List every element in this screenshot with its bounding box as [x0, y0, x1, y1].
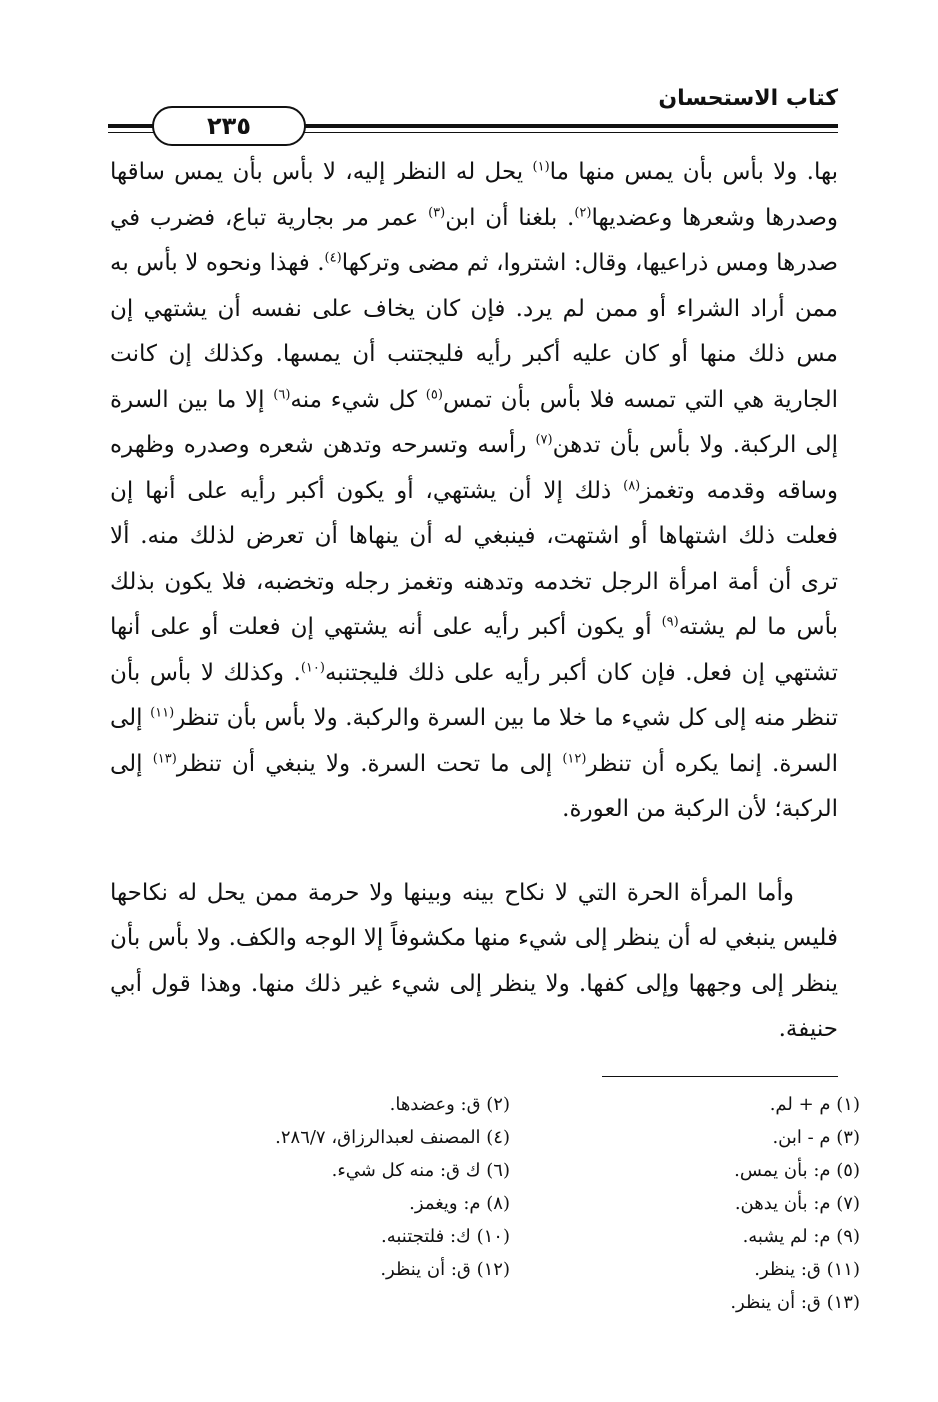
footnotes-right-column	[510, 1088, 860, 1319]
footnote-item: (١١) ق: ينظر.	[754, 1259, 860, 1280]
text-segment: إلا ما بين السرة إلى الركبة. ولا بأس بأن تدهن	[110, 386, 838, 458]
text-segment: رأسه وتسرحه وتدهن شعره وصدره وظهره وساقه وقدمه وتغمز	[110, 432, 838, 504]
footnotes-left-column	[160, 1088, 510, 1319]
page-number: ٢٣٥	[152, 106, 306, 146]
footnote-ref: (٣)	[428, 204, 446, 220]
footnote-ref: (٦)	[273, 386, 291, 402]
footnote-item: (٤) المصنف لعبدالرزاق، ٢٨٦/٧.	[275, 1127, 510, 1148]
footnote-item: (٣) م - ابن.	[772, 1127, 860, 1148]
text-segment: عمر مر بجارية تباع، فضرب في صدرها ومس ذراعيها، وقال: اشتروا، ثم مضى وتركها	[110, 204, 838, 276]
footnote-ref: (٩)	[661, 614, 679, 630]
footnote-ref: (٧)	[535, 432, 553, 448]
footnote-separator	[602, 1076, 838, 1077]
footnote-ref: (٥)	[425, 386, 443, 402]
footnote-item: (١٠) ك: فلتجتنبه.	[380, 1226, 510, 1247]
footnote-item: (٦) ك ق: منه كل شيء.	[331, 1160, 510, 1181]
footnote-item: (٥) م: بأن يمس.	[734, 1160, 860, 1181]
paragraph-2: وأما المرأة الحرة التي لا نكاح بينه وبينها ولا حرمة ممن يحل له نكاحها فليس ينبغي له أن ينظر إلى شيء منها مكشوفاً إلا الوجه والكف. ولا بأس بأن ينظر إلى وجهها وإلى كفها. ولا ينظر إلى شيء غير ذلك منها. وهذا قول أبي حنيفة.	[110, 879, 838, 1042]
text-segment: إلى ما تحت السرة. ولا ينبغي أن تنظر	[176, 750, 563, 777]
text-segment: . فهذا ونحوه لا بأس به ممن أراد الشراء أو ممن لم يرد. فإن كان يخاف على نفسه أن يشتهي إن مس ذلك منها أو كان عليه أكبر رأيه فليجتنب أن يمسها. وكذلك إن كانت الجارية هي التي تمسه فلا بأس بأن تمس	[110, 250, 838, 413]
text-segment: بها. ولا بأس بأن يمس منها ما	[549, 159, 838, 185]
footnote-ref: (١٣)	[152, 750, 177, 766]
footnote-ref: (١٠)	[300, 659, 325, 675]
footnotes	[160, 1088, 860, 1319]
text-segment: إلى الركبة؛ لأن الركبة من العورة.	[110, 750, 838, 822]
footnote-ref: (١١)	[150, 705, 175, 721]
footnote-item: (٨) م: ويغمز.	[409, 1193, 510, 1214]
footnote-item: (١) م + لم.	[769, 1094, 860, 1115]
text-segment: . وكذلك لا بأس بأن تنظر منه إلى كل شيء ما خلا ما بين السرة والركبة. ولا بأس بأن تنظر	[110, 659, 838, 731]
footnote-item: (٢) ق: وعضدها.	[389, 1094, 510, 1115]
main-text	[110, 150, 838, 1053]
text-segment: أو يكون أكبر رأيه على أنه يشتهي إن فعلت أو على أنها تشتهي إن فعل. فإن كان أكبر رأيه على ذلك فليجتنبه	[110, 614, 838, 686]
text-segment: يحل له النظر إليه، لا بأس بأن يمس ساقها وصدرها وشعرها وعضديها	[110, 159, 838, 231]
paragraph-1	[110, 150, 838, 833]
page-header	[108, 82, 838, 142]
footnote-item: (١٣) ق: أن ينظر.	[730, 1292, 860, 1313]
footnote-item: (٧) م: بأن يدهن.	[734, 1193, 860, 1214]
text-segment: . بلغنا أن ابن	[445, 204, 575, 231]
text-segment: إلى السرة. إنما يكره أن تنظر	[110, 705, 838, 777]
footnote-ref: (٨)	[623, 477, 641, 493]
footnote-item: (١٢) ق: أن ينظر.	[380, 1259, 510, 1280]
text-segment: ذلك إلا أن يشتهي، أو يكون أكبر رأيه على أنها إن فعلت ذلك اشتهاها أو اشتهت، فينبغي له أن ينهاها أن تعرض لذلك منه. ألا ترى أن أمة امرأة الرجل تخدمه وتدهنه وتغمز رجله وتخضبه، فلا يكون بذلك بأس ما لم يشته	[110, 477, 838, 640]
book-title: كتاب الاستحسان	[658, 86, 838, 111]
footnote-ref: (١)	[532, 159, 550, 175]
footnote-ref: (٢)	[574, 204, 592, 220]
footnote-item: (٩) م: لم يشبه.	[742, 1226, 860, 1247]
footnote-ref: (١٢)	[562, 750, 587, 766]
footnote-ref: (٤)	[324, 250, 342, 266]
text-segment: كل شيء منه	[290, 386, 426, 413]
